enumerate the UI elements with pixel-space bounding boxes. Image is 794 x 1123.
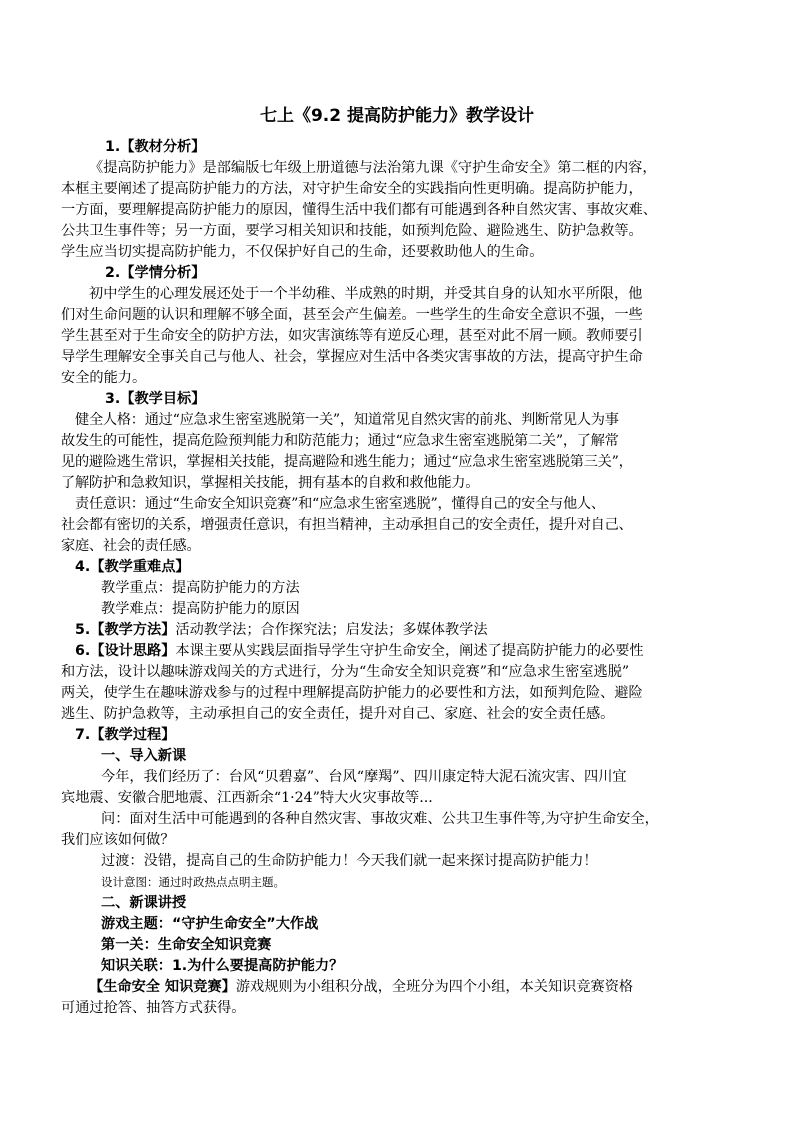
text-line: 游戏主题：“守护生命安全”大作战 [101, 916, 319, 932]
text-line: 7.【教学过程】 [75, 727, 176, 743]
text-line: 可通过抢答、抽答方式获得。 [61, 1000, 246, 1016]
text-line: 和方法，设计以趣味游戏闯关的方式进行，分为“生命安全知识竞赛”和“应急求生密室逃脱” [61, 664, 630, 680]
text-line [61, 620, 739, 641]
text-line: 2.【学情分析】 [105, 265, 206, 281]
text-line: 3.【教学目标】 [105, 391, 206, 407]
text-line: 宾地震、安徽合肥地震、江西新余“1·24”特大火灾事故等... [61, 790, 433, 806]
text-line: 家庭、社会的责任感。 [61, 538, 201, 554]
text-line: 本框主要阐述了提高防护能力的方法，对守护生命安全的实践指向性更明确。提高防护能力， [61, 181, 643, 197]
text-line: 教学难点：提高防护能力的原因 [101, 601, 300, 617]
text-line: 二、新课讲授 [101, 895, 187, 911]
text-line: 设计意图：通过时政热点点明主题。 [101, 875, 285, 889]
text-line: 1.【教材分析】 [105, 139, 206, 155]
line-text: 本课主要从实践层面指导学生守护生命安全，阐述了提高防护能力的必要性 [175, 643, 644, 659]
text-line: 责任意识：通过“生命安全知识竞赛”和“应急求生密室逃脱”，懂得自己的安全与他人、 [75, 496, 605, 512]
text-line: 《提高防护能力》是部编版七年级上册道德与法治第九课《守护生命安全》第二框的内容， [89, 160, 657, 176]
text-line: 4.【教学重难点】 [75, 559, 190, 575]
text-line: 健全人格：通过“应急求生密室逃脱第一关”，知道常见自然灾害的前兆、判断常见人为事 [75, 412, 619, 428]
text-line [61, 977, 739, 998]
line-heading: 6.【设计思路】 [75, 643, 176, 659]
text-line: 我们应该如何做？ [61, 832, 175, 848]
text-line: 问：面对生活中可能遇到的各种自然灾害、事故灾难、公共卫生事件等,为守护生命安全， [101, 811, 659, 827]
text-line: 今年，我们经历了：台风“贝碧嘉”、台风“摩羯”、四川康定特大泥石流灾害、四川宜 [101, 769, 627, 785]
text-line: 学生甚至对于生命安全的防护方法，如灾害演练等有逆反心理，甚至对此不屑一顾。教师要引 [61, 328, 643, 344]
text-line: 了解防护和急救知识，掌握相关技能，拥有基本的自救和救他能力。 [61, 475, 480, 491]
line-heading: 【生命安全 知识竞赛】 [89, 979, 236, 995]
text-line: 第一关：生命安全知识竞赛 [101, 937, 272, 953]
text-line: 过渡：没错，提高自己的生命防护能力！今天我们就一起来探讨提高防护能力！ [101, 853, 598, 869]
text-line: 安全的能力。 [61, 370, 147, 386]
text-line: 教学重点：提高防护能力的方法 [101, 580, 300, 596]
text-line: 学生应当切实提高防护能力，不仅保护好自己的生命，还要救助他人的生命。 [61, 244, 544, 260]
document-title: 七上《9.2 提高防护能力》教学设计 [259, 106, 535, 126]
text-line: 两关，使学生在趣味游戏参与的过程中理解提高防护能力的必要性和方法，如预判危险、避险 [61, 685, 643, 701]
text-line: 导学生理解安全事关自己与他人、社会，掌握应对生活中各类灾害事故的方法，提高守护生命 [61, 349, 643, 365]
text-line: 初中学生的心理发展还处于一个半幼稚、半成熟的时期，并受其自身的认知水平所限，他 [89, 286, 643, 302]
text-line: 故发生的可能性，提高危险预判能力和防范能力；通过“应急求生密室逃脱第二关”，了解常 [61, 433, 619, 449]
line-text: 游戏规则为小组积分战，全班分为四个小组，本关知识竞赛资格 [235, 979, 634, 995]
text-line: 公共卫生事件等；另一方面，要学习相关知识和技能，如预判危险、避险逃生、防护急救等。 [61, 223, 643, 239]
text-line [61, 641, 739, 662]
text-line: 知识关联：1.为什么要提高防护能力？ [101, 958, 344, 974]
document-body [61, 137, 739, 1019]
line-heading: 5.【教学方法】 [75, 622, 176, 638]
text-line: 社会都有密切的关系，增强责任意识，有担当精神，主动承担自己的安全责任，提升对自己、 [61, 517, 633, 533]
line-text: 活动教学法；合作探究法；启发法；多媒体教学法 [175, 622, 488, 638]
text-line: 见的避险逃生常识，掌握相关技能，提高避险和逃生能力；通过“应急求生密室逃脱第三关”， [61, 454, 633, 470]
text-line: 一、导入新课 [101, 748, 187, 764]
text-line: 们对生命问题的认识和理解不够全面，甚至会产生偏差。一些学生的生命安全意识不强，一些 [61, 307, 643, 323]
text-line: 逃生、防护急救等，主动承担自己的安全责任，提升对自己、家庭、社会的安全责任感。 [61, 706, 615, 722]
text-line: 一方面，要理解提高防护能力的原因，懂得生活中我们都有可能遇到各种自然灾害、事故灾难、 [61, 202, 657, 218]
